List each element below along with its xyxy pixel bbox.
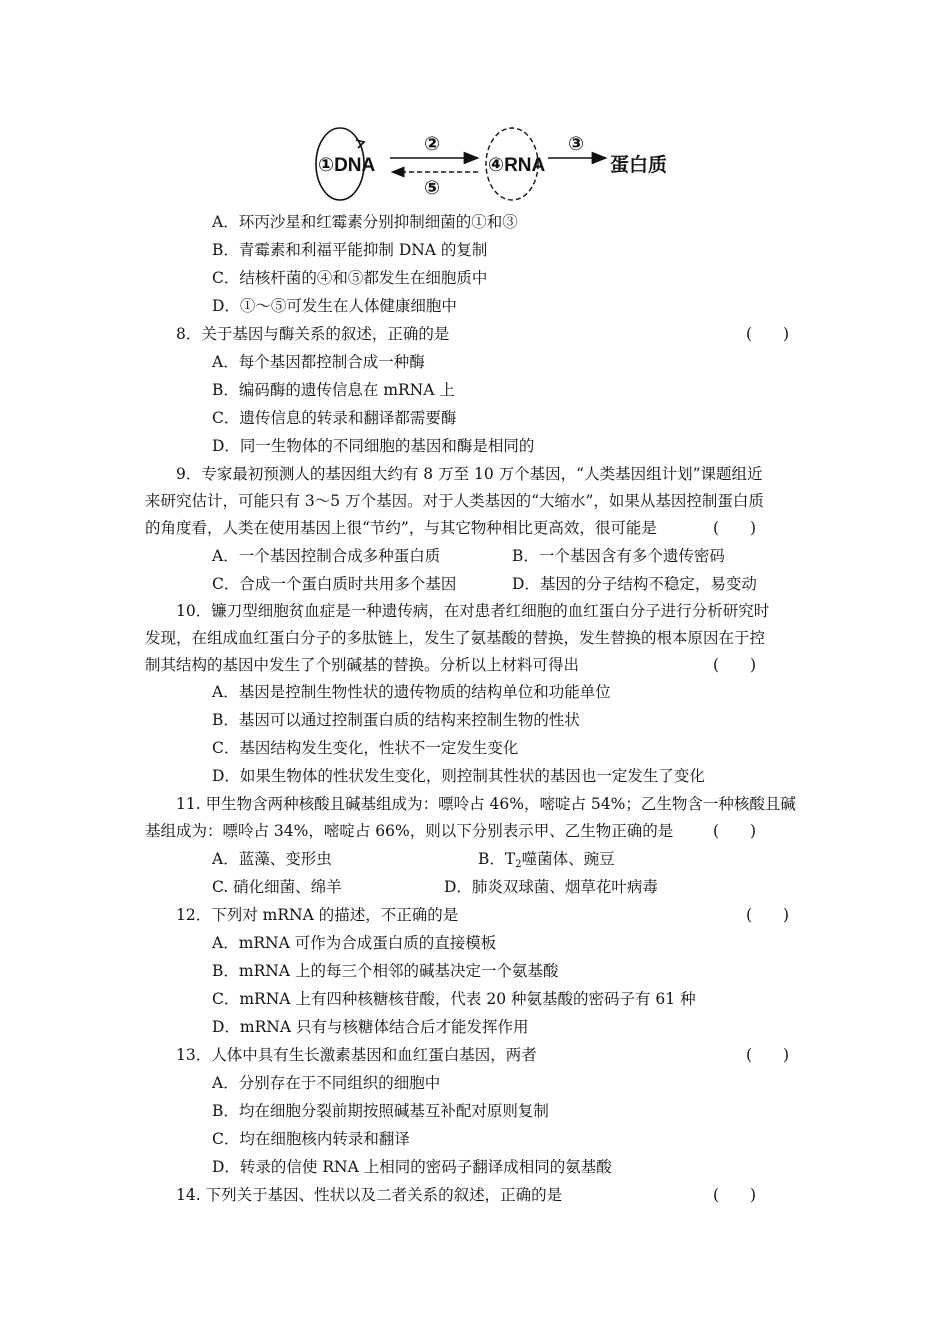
label-step-5: ⑤ — [424, 178, 441, 199]
q10-stem-line2: 发现，在组成血红蛋白分子的多肽链上，发生了氨基酸的替换，发生替换的根本原因在于控 — [145, 629, 766, 647]
q12-option-d: D．mRNA 只有与核糖体结合后才能发挥作用 — [212, 1018, 529, 1036]
q8-option-b: B．编码酶的遗传信息在 mRNA 上 — [212, 381, 455, 399]
q10-stem-line3: 制其结构的基因中发生了个别碱基的替换。分析以上材料可得出 — [145, 656, 580, 674]
q13-answer-bracket: ( ) — [746, 1046, 790, 1064]
q8-option-a: A．每个基因都控制合成一种酶 — [212, 353, 425, 371]
q11-answer-bracket: ( ) — [713, 822, 757, 840]
q11-option-b-suffix: 噬菌体、豌豆 — [521, 850, 615, 868]
q7-option-c: C．结核杆菌的④和⑤都发生在细胞质中 — [212, 269, 488, 287]
q14-stem: 14. 下列关于基因、性状以及二者关系的叙述，正确的是 — [176, 1186, 563, 1204]
q11-option-d: D．肺炎双球菌、烟草花叶病毒 — [444, 878, 658, 896]
q9-option-d: D．基因的分子结构不稳定，易变动 — [512, 575, 757, 593]
q9-option-a: A．一个基因控制合成多种蛋白质 — [212, 547, 441, 565]
q11-option-b-prefix: B．T — [478, 850, 516, 868]
q10-option-a: A．基因是控制生物性状的遗传物质的结构单位和功能单位 — [212, 683, 611, 701]
q10-option-d: D．如果生物体的性状发生变化，则控制其性状的基因也一定发生了变化 — [212, 767, 705, 785]
q7-option-d: D．①～⑤可发生在人体健康细胞中 — [212, 297, 457, 315]
q11-stem-line1: 11. 甲生物含两种核酸且碱基组成为：嘌呤占 46%，嘧啶占 54%；乙生物含一种核酸且碱 — [176, 795, 796, 813]
q8-option-c: C．遗传信息的转录和翻译都需要酶 — [212, 409, 457, 427]
q8-stem: 8．关于基因与酶关系的叙述，正确的是 — [176, 325, 450, 343]
q10-stem-line1: 10．镰刀型细胞贫血症是一种遗传病，在对患者红细胞的血红蛋白分子进行分析研究时 — [176, 602, 770, 620]
q13-option-c: C．均在细胞核内转录和翻译 — [212, 1130, 410, 1148]
q11-option-b — [478, 849, 615, 875]
q9-stem-line3: 的角度看，人类在使用基因上很“节约”，与其它物种相比更高效，很可能是 — [145, 519, 657, 537]
q14-answer-bracket: ( ) — [713, 1186, 757, 1204]
q9-option-c: C．合成一个蛋白质时共用多个基因 — [212, 575, 457, 593]
q7-option-a: A．环丙沙星和红霉素分别抑制细菌的①和③ — [212, 213, 518, 231]
central-dogma-svg — [300, 122, 700, 204]
q13-stem: 13．人体中具有生长激素基因和血红蛋白基因，两者 — [176, 1046, 537, 1064]
q9-option-b: B．一个基因含有多个遗传密码 — [512, 547, 725, 565]
q9-answer-bracket: ( ) — [713, 519, 757, 537]
q12-stem: 12．下列对 mRNA 的描述，不正确的是 — [176, 906, 459, 924]
label-step-2: ② — [424, 134, 441, 155]
label-rna: ④RNA — [488, 155, 546, 176]
q9-stem-line2: 来研究估计，可能只有 3～5 万个基因。对于人类基因的“大缩水”，如果从基因控制蛋白质 — [145, 492, 764, 510]
q8-answer-bracket: ( ) — [746, 325, 790, 343]
q13-option-b: B．均在细胞分裂前期按照碱基互补配对原则复制 — [212, 1102, 549, 1120]
q13-option-d: D．转录的信使 RNA 上相同的密码子翻译成相同的氨基酸 — [212, 1158, 612, 1176]
label-protein: 蛋白质 — [610, 155, 668, 176]
q10-option-b: B．基因可以通过控制蛋白质的结构来控制生物的性状 — [212, 711, 580, 729]
q10-answer-bracket: ( ) — [713, 656, 757, 674]
q11-option-a: A．蓝藻、变形虫 — [212, 850, 332, 868]
q12-option-a: A．mRNA 可作为合成蛋白质的直接模板 — [212, 934, 497, 952]
q12-option-b: B．mRNA 上的每三个相邻的碱基决定一个氨基酸 — [212, 962, 559, 980]
q12-option-c: C．mRNA 上有四种核糖核苷酸，代表 20 种氨基酸的密码子有 61 种 — [212, 990, 696, 1008]
q11-option-b-subscript: 2 — [515, 859, 522, 870]
label-step-3: ③ — [568, 134, 585, 155]
q9-stem-line1: 9．专家最初预测人的基因组大约有 8 万至 10 万个基因，“人类基因组计划”课题组近 — [176, 465, 763, 483]
central-dogma-diagram — [300, 122, 700, 204]
q8-option-d: D．同一生物体的不同细胞的基因和酶是相同的 — [212, 437, 535, 455]
q11-option-c: C. 硝化细菌、绵羊 — [212, 878, 342, 896]
q10-option-c: C．基因结构发生变化，性状不一定发生变化 — [212, 739, 519, 757]
q7-option-b: B．青霉素和利福平能抑制 DNA 的复制 — [212, 241, 488, 259]
q11-stem-line2: 基组成为：嘌呤占 34%，嘧啶占 66%，则以下分别表示甲、乙生物正确的是 — [145, 822, 674, 840]
q13-option-a: A．分别存在于不同组织的细胞中 — [212, 1074, 441, 1092]
q12-answer-bracket: ( ) — [746, 906, 790, 924]
label-dna: ①DNA — [318, 155, 376, 176]
